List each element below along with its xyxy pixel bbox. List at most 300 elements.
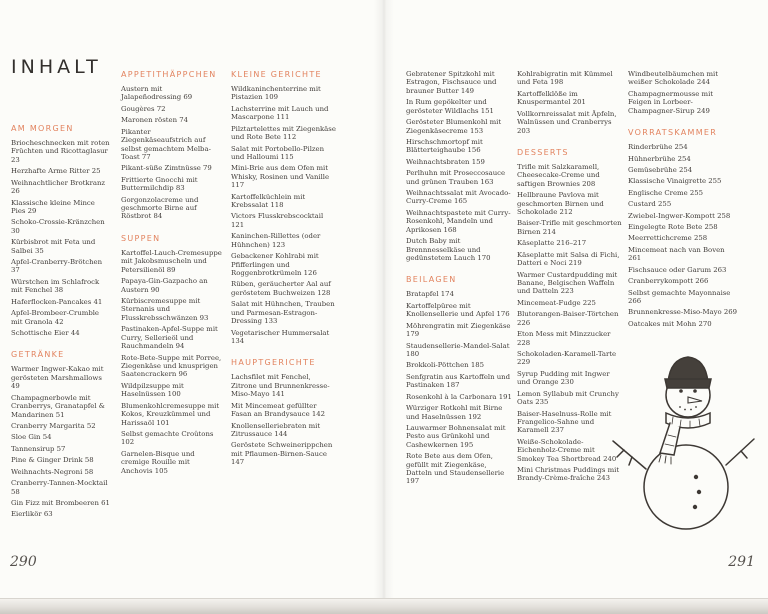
page-number-left: 290 [10, 554, 37, 570]
entry-title: Englische Creme [628, 188, 688, 197]
entry-page-number: 57 [56, 444, 66, 453]
toc-entry [11, 445, 111, 453]
snowman-hat [665, 357, 711, 388]
entry-title: Zwiebel-Ingwer-Kompott [628, 211, 715, 220]
entry-page-number: 61 [101, 498, 110, 507]
toc-entry [121, 85, 222, 102]
toc-entry [121, 277, 222, 294]
toc-entry [11, 258, 111, 275]
entry-title: Lemon Syllabub mit Crunchy Oats [517, 389, 619, 407]
entry-title: Mincemeat nach van Boven [628, 245, 725, 254]
entry-title: Weihnachts-Negroni [11, 467, 83, 476]
entry-page-number: 26 [11, 187, 20, 196]
toc-entry [121, 176, 222, 193]
entry-page-number: 255 [708, 177, 722, 186]
entry-title: Klassische Vinaigrette [628, 177, 707, 186]
entry-page-number: 244 [696, 78, 710, 87]
snowman-body [644, 445, 728, 529]
entry-title: Geröstete Schweinerippchen mit Pflaumen-Birnen-Sauce [231, 441, 333, 458]
entry-page-number: 168 [443, 225, 457, 234]
entry-page-number: 229 [517, 358, 531, 367]
snowman-arms [613, 439, 754, 469]
entry-page-number: 270 [698, 319, 712, 328]
entry-title: Gerösteter Blumenkohl mit Ziegenkäsecreme [406, 118, 502, 135]
entry-page-number: 223 [560, 287, 574, 296]
entry-page-number: 180 [406, 349, 420, 358]
entry-page-number: 153 [469, 126, 484, 135]
toc-entry [628, 308, 738, 316]
entry-title: Schottische Eier [11, 329, 69, 338]
entry-title: Hirschschmortopf mit Blätterteighaube [406, 137, 483, 155]
entry-title: Warmer Custardpudding mit Banane, Belgischen Waffeln und Datteln [517, 270, 618, 296]
toc-entry [628, 289, 738, 306]
toc-entry [406, 138, 512, 155]
entry-page-number: 90 [150, 285, 160, 294]
entry-title: Salat mit Portobello-Pilzen und Halloumi [231, 144, 325, 161]
toc-entry [121, 249, 222, 274]
toc-entry [11, 199, 111, 216]
entry-page-number: 269 [723, 308, 738, 317]
entry-title: Schoko-Crossie-Kränzchen [11, 218, 105, 227]
entry-title: Eingelegte Rote Bete [628, 223, 703, 232]
entry-title: Gin Fizz mit Brombeeren [11, 498, 99, 507]
entry-page-number: 198 [550, 78, 564, 87]
toc-column-5 [517, 70, 624, 486]
entry-page-number: 230 [560, 378, 574, 387]
entry-page-number: 208 [582, 179, 596, 188]
entry-title: Eierlikör [11, 510, 42, 519]
entry-page-number: 49 [11, 382, 20, 391]
toc-entry [231, 329, 337, 346]
section-header-getr-nke: GETRÄNKE [11, 350, 65, 360]
toc-entry [406, 98, 512, 115]
toc-entry [517, 390, 624, 407]
toc-entry [406, 404, 512, 421]
toc-entry [231, 441, 337, 466]
entry-title: Trifle mit Salzkaramell, Cheesecake-Creme und saftigen Brownies [517, 162, 600, 188]
entry-title: Syrup Pudding mit Ingwer und Orange [517, 369, 610, 387]
toc-entry [517, 330, 624, 347]
entry-page-number: 203 [517, 126, 531, 135]
entry-page-number: 35 [34, 246, 44, 255]
entry-title: Selbst gemachte Mayonnaise [628, 288, 731, 297]
toc-entry [406, 189, 512, 206]
entry-page-number: 94 [175, 342, 185, 351]
entry-title: Apfel-Cranberry-Brötchen [11, 258, 103, 267]
toc-entry [406, 373, 512, 390]
toc-entry [11, 218, 111, 235]
entry-title: Briocheschnecken mit roten Früchten und Ricottaglasur [11, 139, 110, 156]
entry-page-number: 134 [231, 336, 245, 345]
section-header-kleine-gerichte: KLEINE GERICHTE [231, 70, 322, 79]
entry-page-number: 258 [704, 223, 718, 232]
entry-page-number: 52 [86, 421, 96, 430]
entry-title: Weihnachtlicher Brotkranz [11, 178, 106, 187]
entry-title: Gougères [121, 104, 155, 113]
toc-entry [406, 290, 512, 298]
entry-title: Perlhuhn mit Proseccosauce und grünen Trauben [406, 169, 506, 186]
entry-title: Kürbiscremesuppe mit Sternanis und Flusskrebsschwänzen [121, 297, 201, 322]
entry-title: Schokoladen-Karamell-Tarte [517, 349, 617, 358]
toc-entry [121, 325, 222, 350]
toc-entry [231, 193, 337, 210]
entry-title: Gebackener Kohlrabi mit Pfifferlingen und Roggenbrotkrümeln [231, 252, 319, 278]
entry-page-number: 58 [11, 487, 20, 496]
toc-column-2 [121, 70, 222, 478]
toc-entry [231, 105, 337, 122]
toc-entry [628, 189, 738, 197]
toc-entry [11, 329, 111, 337]
toc-entry [406, 118, 512, 135]
page-title: INHALT [11, 56, 102, 78]
entry-title: Austern mit Jalapeñodressing [121, 85, 182, 102]
entry-page-number: 151 [480, 106, 494, 115]
entry-title: Brunnenkresse-Miso-Mayo [628, 308, 722, 317]
entry-title: Maronen rösten [121, 116, 178, 125]
toc-entry [121, 402, 222, 427]
entry-page-number: 195 [460, 440, 474, 449]
entry-page-number: 176 [496, 310, 510, 319]
toc-entry [406, 342, 512, 359]
entry-page-number: 144 [274, 429, 288, 438]
toc-entry [628, 155, 738, 163]
toc-entry [231, 232, 337, 249]
section-header-vorratskammer: VORRATSKAMMER [628, 128, 718, 138]
page-bottom-edge [0, 598, 768, 614]
entry-page-number: 192 [468, 412, 482, 421]
entry-page-number: 117 [231, 181, 245, 190]
toc-entry [517, 271, 624, 296]
entry-page-number: 29 [27, 206, 37, 215]
toc-entry [517, 370, 624, 387]
entry-page-number: 115 [280, 152, 294, 161]
toc-entry [11, 139, 111, 164]
toc-entry [406, 424, 512, 449]
toc-entry [11, 468, 111, 476]
toc-entry [11, 499, 111, 507]
entry-title: In Rum gepökelter und gerösteter Wildlachs [406, 98, 487, 115]
entry-page-number: 261 [628, 254, 642, 263]
toc-entry [628, 320, 738, 328]
entry-page-number: 72 [156, 104, 166, 113]
toc-entry [11, 394, 111, 419]
toc-entry [231, 402, 337, 419]
entry-title: Lauwarmer Bohnensalat mit Pesto aus Grünkohl und Cashewkernen [406, 423, 506, 449]
toc-entry [121, 450, 222, 475]
toc-entry [628, 166, 738, 174]
toc-entry [406, 237, 512, 262]
toc-column-3 [231, 70, 337, 470]
section-header-appetith-ppchen: APPETITHÄPPCHEN [121, 70, 217, 79]
entry-page-number: 179 [406, 330, 420, 339]
entry-title: Gorgonzolacreme und geschmorte Birne auf Röstbrot [121, 195, 199, 221]
toc-entry [517, 410, 624, 435]
entry-page-number: 121 [231, 220, 245, 229]
entry-page-number: 63 [43, 510, 53, 519]
entry-page-number: 235 [535, 398, 549, 407]
entry-page-number: 149 [460, 86, 475, 95]
entry-title: Salat mit Hühnchen, Trauben und Parmesan-Estragon-Dressing [231, 300, 335, 326]
entry-title: Kartoffelklöße im Knuspermantel [517, 89, 578, 107]
entry-title: Selbst gemachte Croûtons [121, 429, 214, 438]
section-header-hauptgerichte: HAUPTGERICHTE [231, 358, 316, 368]
toc-entry [121, 382, 222, 399]
entry-title: Käseplatte [517, 239, 555, 248]
entry-title: Vegetarischer Hummersalat [231, 328, 330, 337]
page-gutter [374, 0, 394, 614]
entry-page-number: 201 [572, 98, 586, 107]
section-header-desserts: DESSERTS [517, 147, 569, 157]
entry-page-number: 255 [689, 188, 704, 197]
toc-column-6 [628, 70, 738, 331]
entry-page-number: 249 [696, 106, 710, 115]
toc-entry [11, 179, 111, 196]
entry-page-number: 266 [695, 277, 709, 286]
toc-entry [628, 266, 738, 274]
entry-title: Kohlrabigratin mit Kümmel und Feta [517, 70, 613, 87]
toc-entry [11, 479, 111, 496]
entry-page-number: 79 [203, 164, 212, 173]
toc-entry [121, 354, 222, 379]
toc-entry [517, 299, 624, 307]
entry-page-number: 44 [70, 329, 80, 338]
entry-page-number: 93 [199, 313, 209, 322]
toc-entry [517, 350, 624, 367]
entry-title: Gemüsebrühe [628, 165, 677, 174]
entry-title: Cranberry Margarita [11, 421, 85, 430]
toc-entry [628, 143, 738, 151]
toc-entry [121, 164, 222, 172]
toc-entry [517, 163, 624, 188]
toc-entry [406, 393, 512, 401]
toc-entry [628, 70, 738, 87]
toc-entry [11, 167, 111, 175]
entry-title: Pikanter Ziegenkäseaufstrich auf selbst gemachtem Melba-Toast [121, 127, 211, 161]
toc-entry [231, 280, 337, 297]
toc-entry [231, 422, 337, 439]
entry-page-number: 254 [677, 154, 691, 163]
entry-title: Käseplatte mit Salsa di Fichi, Datteri e Noci [517, 250, 620, 268]
entry-page-number: 214 [542, 227, 556, 236]
toc-entry [517, 239, 624, 247]
entry-title: Klassische kleine Mince Pies [11, 198, 95, 215]
entry-page-number: 228 [517, 338, 531, 347]
entry-page-number: 54 [42, 433, 52, 442]
entry-page-number: 142 [311, 410, 326, 419]
entry-title: Dutch Baby mit Brennnesselkäse und gedünstetem Lauch [406, 237, 481, 263]
entry-title: Hellbraune Pavlova mit geschmorten Birnen und Schokolade [517, 191, 604, 217]
toc-entry [406, 158, 512, 166]
entry-page-number: 38 [54, 286, 64, 295]
entry-title: Frittierte Gnocchi mit Buttermilchdip [121, 175, 198, 193]
entry-title: Custard [628, 200, 656, 209]
entry-title: Rote-Bete-Suppe mit Porree, Ziegenkäse und knusprigen Saatencrackern [121, 353, 222, 379]
entry-title: Weihnachtspastete mit Curry-Rosenkohl, Mandeln und Aprikosen [406, 208, 511, 234]
entry-title: Möhrengratin mit Ziegenkäse [406, 321, 511, 330]
entry-title: Mini-Brie aus dem Ofen mit Whisky, Rosinen und Vanille [231, 164, 330, 181]
entry-title: Würziger Rotkohl mit Birne und Haselnüssen [406, 404, 503, 421]
toc-entry [406, 322, 512, 339]
toc-entry [517, 310, 624, 327]
toc-entry [517, 70, 624, 87]
entry-page-number: 163 [480, 177, 494, 186]
entry-title: Sloe Gin [11, 433, 41, 442]
toc-entry [11, 278, 111, 295]
entry-title: Pilztartelettes mit Ziegenkäse und Rote Bete [231, 124, 336, 142]
toc-entry [517, 438, 624, 463]
entry-page-number: 170 [477, 254, 491, 263]
entry-title: Fischsauce oder Garum [628, 265, 712, 274]
entry-title: Pikant-süße Zimtnüsse [121, 164, 201, 173]
toc-entry [628, 90, 738, 115]
entry-title: Cranberry-Tannen-Mocktail [11, 479, 108, 488]
toc-entry [628, 234, 738, 242]
entry-title: Würstchen im Schlafrock mit Fenchel [11, 277, 100, 295]
entry-page-number: 118 [270, 201, 284, 210]
entry-title: Baiser-Trifle mit geschmorten Birnen [517, 219, 622, 236]
entry-page-number: 266 [628, 297, 642, 306]
entry-title: Oatcakes mit Mohn [628, 319, 697, 328]
entry-page-number: 123 [272, 240, 286, 249]
entry-page-number: 156 [467, 146, 481, 155]
entry-title: Eton Mess mit Minzzucker [517, 330, 611, 339]
entry-page-number: 69 [183, 93, 193, 102]
entry-page-number: 37 [11, 266, 20, 275]
entry-page-number: 128 [317, 288, 331, 297]
toc-entry [121, 297, 222, 322]
entry-page-number: 254 [679, 165, 693, 174]
entry-title: Tannensirup [11, 444, 55, 453]
entry-title: Brokkoli-Pöttchen [406, 361, 469, 370]
entry-title: Rote Bete aus dem Ofen, gefüllt mit Ziegenkäse, Datteln und Staudensellerie [406, 452, 505, 478]
entry-page-number: 74 [179, 116, 188, 125]
entry-title: Rüben, geräucherter Aal auf geröstetem Buchweizen [231, 280, 331, 297]
entry-page-number: 83 [175, 184, 185, 193]
toc-entry [11, 456, 111, 464]
toc-entry [231, 252, 337, 277]
entry-page-number: 159 [471, 157, 485, 166]
toc-entry [406, 169, 512, 186]
toc-entry [628, 200, 738, 208]
entry-page-number: 84 [153, 212, 163, 221]
entry-title: Mini Christmas Puddings mit Brandy-Crème-fraîche [517, 466, 620, 483]
entry-title: Meerrettichcreme [628, 234, 692, 243]
entry-page-number: 258 [693, 234, 708, 243]
toc-entry [628, 223, 738, 231]
toc-entry [517, 110, 624, 135]
entry-page-number: 254 [674, 143, 688, 152]
entry-page-number: 147 [231, 458, 245, 467]
entry-title: Kartoffelpüree mit Knollensellerie und Apfel [406, 301, 495, 319]
entry-title: Hühnerbrühe [628, 154, 676, 163]
toc-entry [517, 466, 624, 483]
toc-entry [11, 298, 111, 306]
entry-title: Mit Mincemeat gefüllter Fasan an Brandysauce [231, 401, 317, 419]
toc-entry [628, 277, 738, 285]
entry-title: Mincemeat-Fudge [517, 298, 581, 307]
entry-title: Rinderbrühe [628, 143, 673, 152]
entry-title: Staudensellerie-Mandel-Salat [406, 341, 510, 350]
entry-page-number: 105 [154, 466, 168, 475]
toc-entry [231, 164, 337, 189]
toc-entry [231, 373, 337, 398]
entry-page-number: 237 [550, 426, 565, 435]
entry-page-number: 112 [283, 133, 297, 142]
entry-title: Rosenkohl à la Carbonara [406, 392, 497, 401]
entry-page-number: 89 [166, 265, 176, 274]
entry-title: Papaya-Gin-Gazpacho an Austern [121, 277, 208, 294]
entry-title: Pine & Ginger Drink [11, 456, 83, 465]
entry-page-number: 225 [582, 298, 596, 307]
entry-page-number: 141 [271, 390, 285, 399]
entry-page-number: 197 [406, 477, 420, 486]
entry-page-number: 101 [156, 418, 170, 427]
toc-entry [11, 238, 111, 255]
entry-title: Warmer Ingwer-Kakao mit gerösteten Marshmallows [11, 365, 104, 382]
entry-title: Weihnachtsbraten [406, 157, 470, 166]
toc-entry [628, 212, 738, 220]
snowman-scarf [659, 413, 710, 464]
entry-page-number: 226 [517, 318, 531, 327]
entry-page-number: 58 [84, 467, 94, 476]
entry-page-number: 77 [141, 152, 151, 161]
entry-title: Cranberrykompott [628, 277, 694, 286]
entry-page-number: 41 [93, 297, 103, 306]
toc-entry [121, 430, 222, 447]
entry-page-number: 216–217 [556, 239, 587, 248]
entry-page-number: 23 [11, 155, 20, 164]
entry-page-number: 100 [167, 390, 181, 399]
section-header-am-morgen: AM MORGEN [11, 124, 74, 133]
toc-entry [121, 116, 222, 124]
entry-title: Weiße-Schokolade-Eichenholz-Creme mit Smokey Tea Shortbread [517, 437, 601, 463]
section-header-beilagen: BEILAGEN [406, 275, 457, 285]
entry-title: Kürbisbrot mit Feta und Salbei [11, 238, 96, 255]
entry-page-number: 219 [568, 259, 582, 268]
entry-title: Bratapfel [406, 290, 439, 299]
entry-title: Wildpilzsuppe mit Haselnüssen [121, 381, 184, 399]
toc-entry [406, 209, 512, 234]
entry-page-number: 185 [470, 361, 484, 370]
entry-title: Baiser-Haselnuss-Rolle mit Frangelico-Sahne und Karamell [517, 409, 612, 435]
toc-entry [517, 90, 624, 107]
toc-entry [628, 246, 738, 263]
entry-page-number: 174 [440, 290, 454, 299]
entry-title: Champagnerbowle mit Cranberrys, Granatapfel & Mandarinen [11, 393, 105, 419]
entry-page-number: 58 [84, 456, 94, 465]
entry-page-number: 187 [446, 381, 460, 390]
entry-page-number: 240 [603, 454, 617, 463]
toc-entry [121, 196, 222, 221]
toc-entry [406, 361, 512, 369]
toc-entry [121, 128, 222, 162]
entry-title: Garnelen-Bisque und cremige Rouille mit Anchovis [121, 449, 195, 475]
toc-entry [231, 300, 337, 325]
toc-entry [628, 177, 738, 185]
entry-title: Knollenselleriebraten mit Zitrussauce [231, 421, 321, 438]
entry-title: Blumenkohlcremesuppe mit Kokos, Kreuzkümmel und Harissaöl [121, 401, 220, 427]
entry-page-number: 42 [54, 317, 64, 326]
entry-page-number: 51 [55, 410, 65, 419]
toc-entry [231, 125, 337, 142]
toc-entry [517, 251, 624, 268]
toc-column-4 [406, 70, 512, 489]
entry-page-number: 255 [658, 200, 672, 209]
entry-title: Victors Flusskrebscocktail [231, 212, 324, 221]
entry-page-number: 111 [276, 113, 290, 122]
toc-entry [517, 191, 624, 216]
entry-title: Herzhafte Arme Ritter [11, 167, 90, 176]
